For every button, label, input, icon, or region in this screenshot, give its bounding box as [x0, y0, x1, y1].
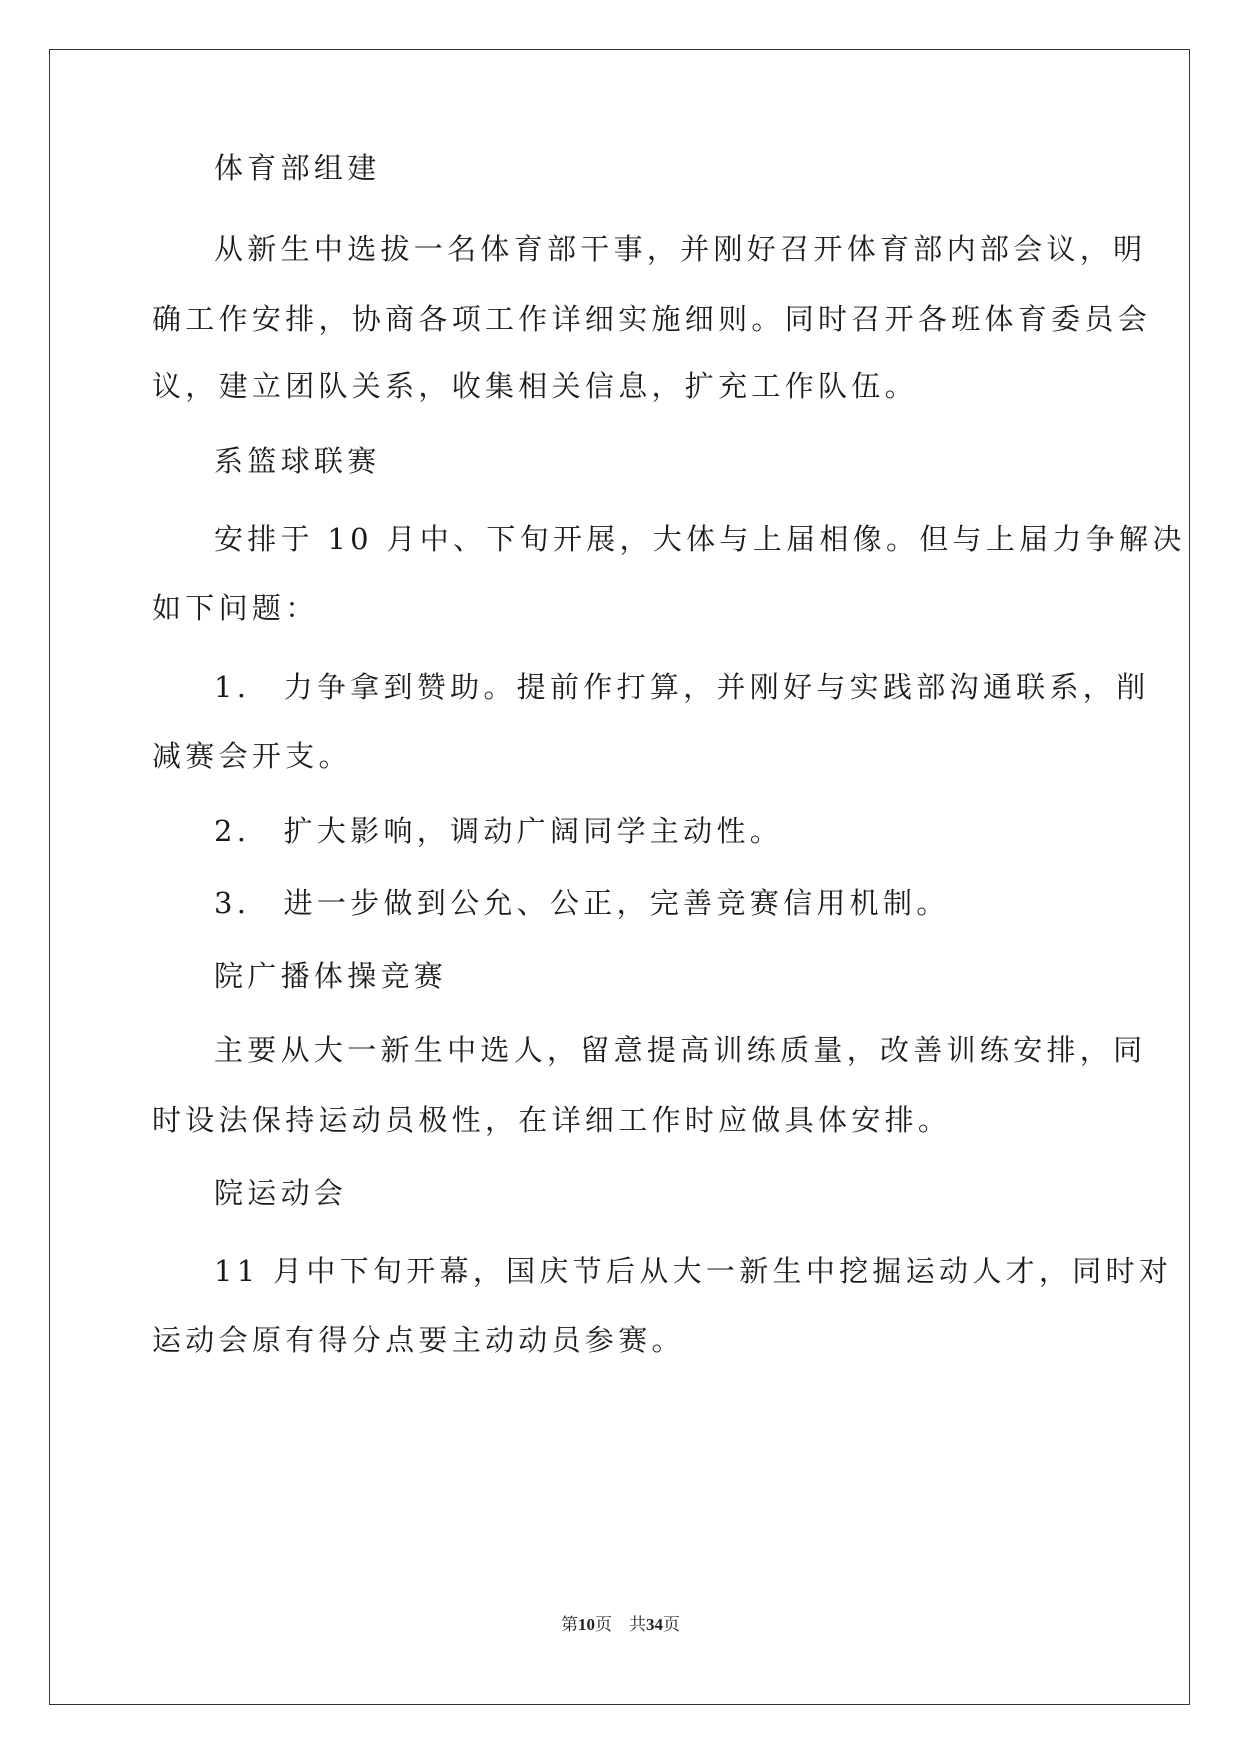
paragraph-line: 安排于 10 月中、下旬开展，大体与上届相像。但与上届力争解决 [214, 522, 1186, 556]
paragraph-line: 主要从大一新生中选人，留意提高训练质量，改善训练安排，同 [214, 1033, 1147, 1067]
section-heading-sports-meet: 院运动会 [214, 1176, 348, 1210]
list-item: 3. 进一步做到公允、公正，完善竞赛信用机制。 [214, 886, 950, 920]
footer-mid: 页 共 [595, 1615, 646, 1634]
paragraph-line: 时设法保持运动员极性，在详细工作时应做具体安排。 [152, 1103, 952, 1137]
footer-suffix: 页 [663, 1615, 680, 1634]
paragraph-line: 运动会原有得分点要主动动员参赛。 [152, 1323, 685, 1357]
paragraph-line: 11 月中下旬开幕，国庆节后从大一新生中挖掘运动人才，同时对 [214, 1254, 1173, 1288]
paragraph-line: 如下问题： [152, 591, 319, 625]
total-pages-number: 34 [646, 1615, 663, 1634]
section-heading-gymnastics: 院广播体操竞赛 [214, 959, 448, 993]
list-item-continued: 减赛会开支。 [152, 739, 352, 773]
footer-prefix: 第 [561, 1615, 578, 1634]
page-footer [0, 1610, 1241, 1635]
current-page-number: 10 [578, 1615, 595, 1634]
section-heading-basketball: 系篮球联赛 [214, 444, 381, 478]
section-heading-sports-dept: 体育部组建 [214, 151, 381, 185]
paragraph-line: 确工作安排，协商各项工作详细实施细则。同时召开各班体育委员会 [152, 302, 1152, 336]
list-item: 2. 扩大影响，调动广阔同学主动性。 [214, 814, 784, 848]
paragraph-line: 从新生中选拔一名体育部干事，并刚好召开体育部内部会议，明 [214, 232, 1147, 266]
list-item: 1. 力争拿到赞助。提前作打算，并刚好与实践部沟通联系，削 [214, 670, 1150, 704]
page-frame [49, 49, 1190, 1705]
paragraph-line: 议，建立团队关系，收集相关信息，扩充工作队伍。 [152, 369, 918, 403]
